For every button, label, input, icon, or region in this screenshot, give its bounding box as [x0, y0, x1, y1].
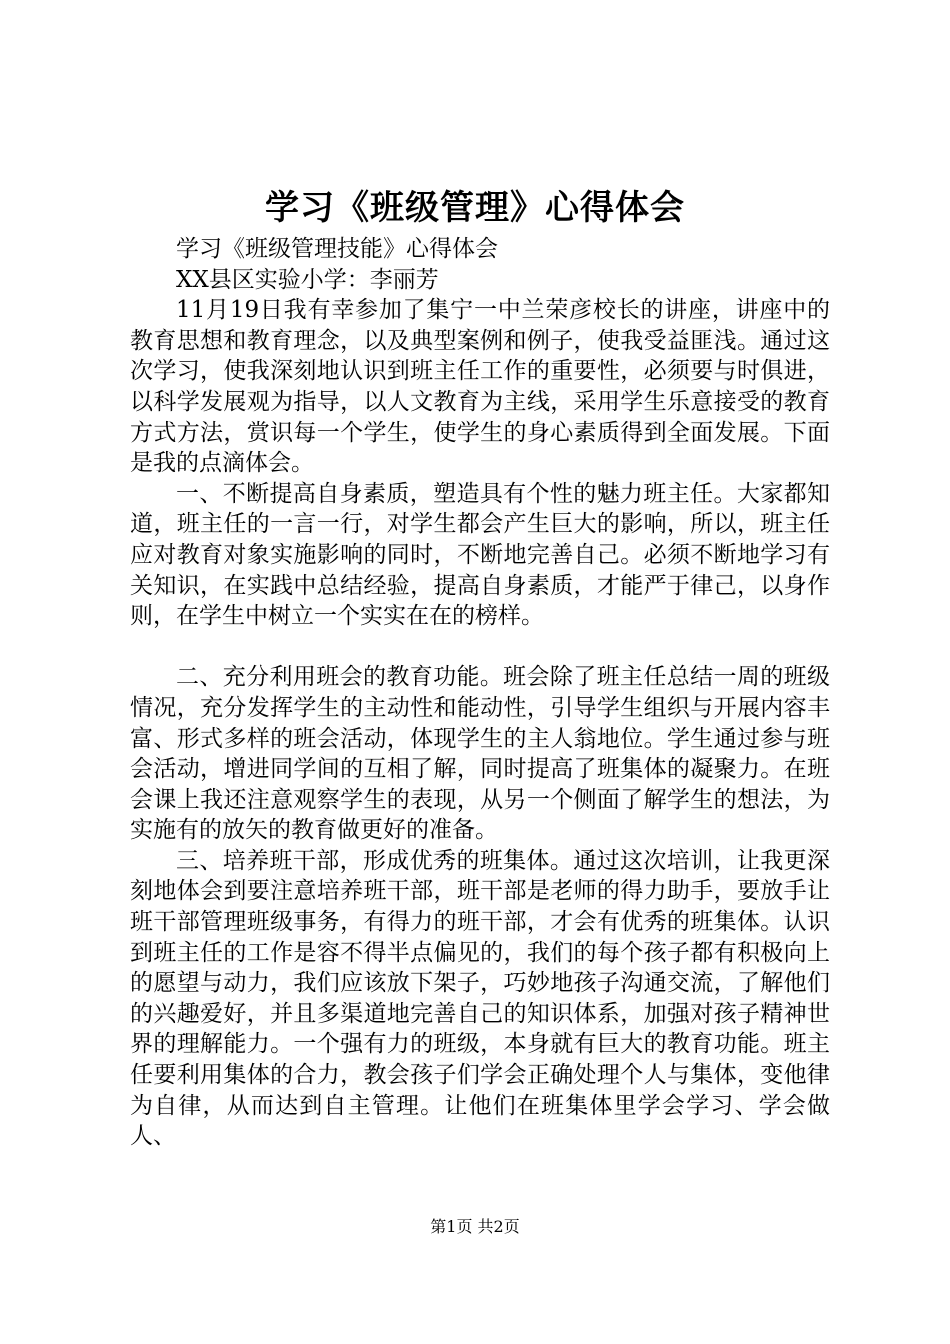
paragraph-section-2: 二、充分利用班会的教育功能。班会除了班主任总结一周的班级情况，充分发挥学生的主动性和能动性，引导学生组织与开展内容丰富、形式多样的班会活动，体现学生的主人翁地位。学生通过参与班会活动，增进同学间的互相了解，同时提高了班集体的凝聚力。在班会课上我还注意观察学生的表现，从另一个侧面了解学生的想法，为实施有的放矢的教育做更好的准备。 [130, 664, 830, 844]
author-line: XX县区实验小学：李丽芳 [176, 266, 439, 293]
document-body [130, 234, 830, 1152]
document-title: 学习《班级管理》心得体会 [265, 188, 685, 228]
subtitle-line: 学习《班级管理技能》心得体会 [176, 236, 498, 262]
paragraph-section-3: 三、培养班干部，形成优秀的班集体。通过这次培训，让我更深刻地体会到要注意培养班干部，班干部是老师的得力助手，要放手让班干部管理班级事务，有得力的班干部，才会有优秀的班集体。认识到班主任的工作是容不得半点偏见的，我们的每个孩子都有积极向上的愿望与动力，我们应该放下架子，巧妙地孩子沟通交流，了解他们的兴趣爱好，并且多渠道地完善自己的知识体系，加强对孩子精神世界的理解能力。一个强有力的班级，本身就有巨大的教育功能。班主任要利用集体的合力，教会孩子们学会正确处理个人与集体，变他律为自律，从而达到自主管理。让他们在班集体里学会学习、学会做人、 [130, 847, 830, 1150]
page-number-footer: 第1页 共2页 [430, 1217, 520, 1236]
paragraph-section-1: 一、不断提高自身素质，塑造具有个性的魅力班主任。大家都知道，班主任的一言一行，对学生都会产生巨大的影响，所以，班主任应对教育对象实施影响的同时，不断地完善自己。必须不断地学习有关知识，在实践中总结经验，提高自身素质，才能严于律己，以身作则，在学生中树立一个实实在在的榜样。 [130, 480, 830, 630]
paragraph-intro: 11月19日我有幸参加了集宁一中兰荣彦校长的讲座，讲座中的教育思想和教育理念，以及典型案例和例子，使我受益匪浅。通过这次学习，使我深刻地认识到班主任工作的重要性，必须要与时俱进，以科学发展观为指导，以人文教育为主线，采用学生乐意接受的教育方式方法，赏识每一个学生，使学生的身心素质得到全面发展。下面是我的点滴体会。 [130, 297, 830, 477]
